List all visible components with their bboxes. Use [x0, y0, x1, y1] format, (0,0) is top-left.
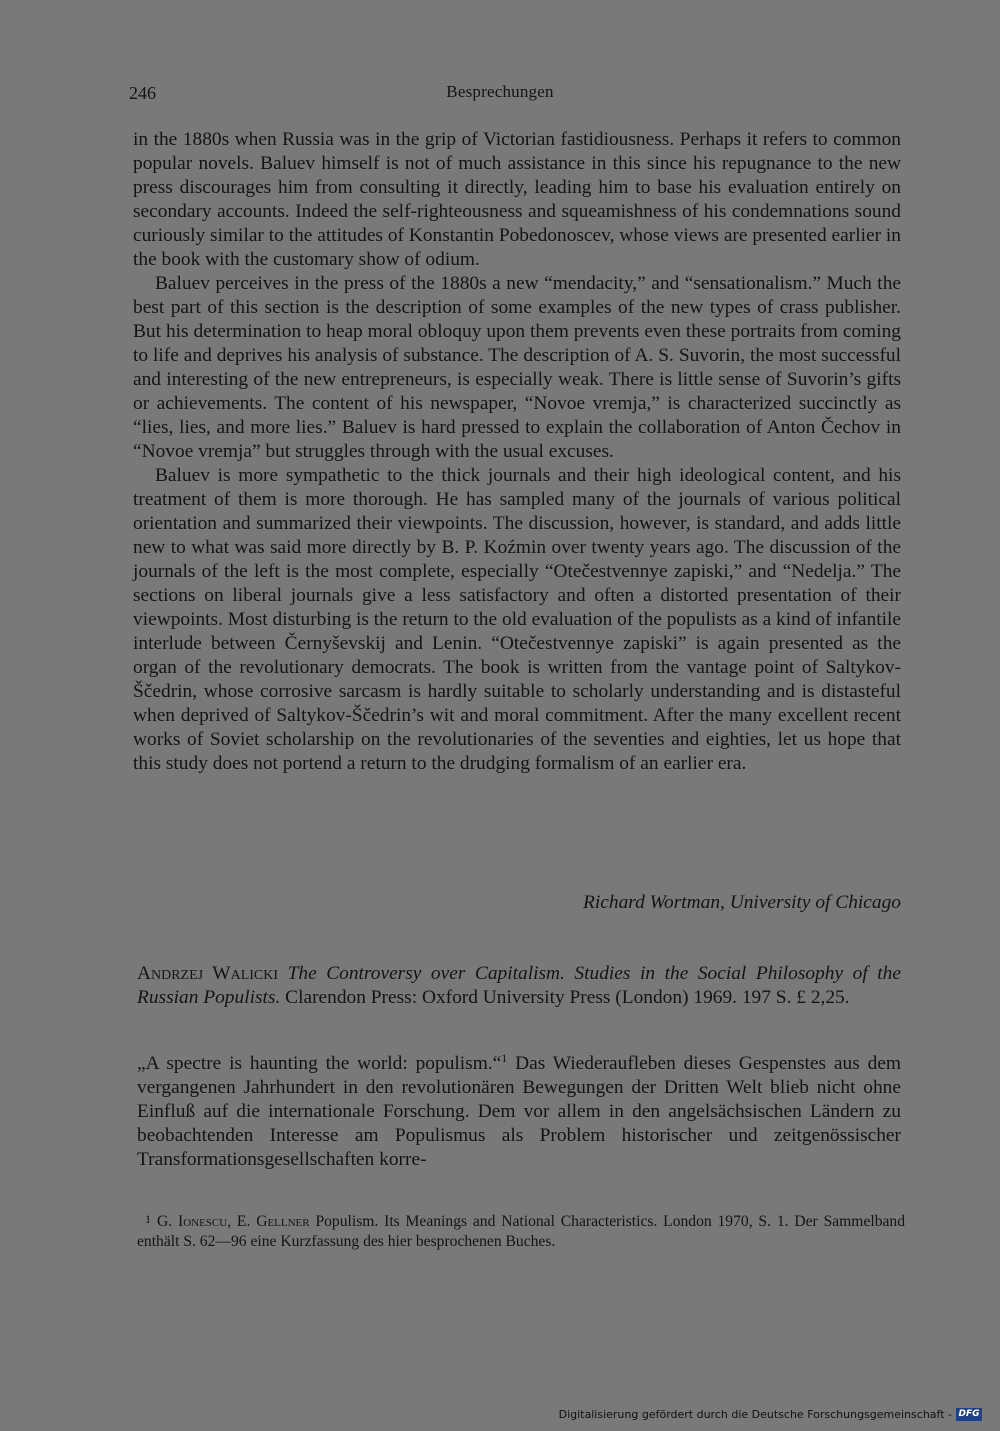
- footnote-authors: G. Ionescu, E. Gellner: [157, 1213, 310, 1230]
- footnote-marker: 1: [145, 1212, 151, 1226]
- running-head: Besprechungen: [446, 82, 554, 101]
- review-continuation: [133, 128, 901, 776]
- book-publication: Clarendon Press: Oxford University Press (London) 1969. 197 S. £ 2,25.: [285, 987, 850, 1008]
- review-quote: „A spectre is haunting the world: populism.“: [137, 1053, 502, 1074]
- review-body: Das Wiederaufleben dieses Gespenstes aus dem vergangenen Jahrhundert in den revolutionären Bewegungen der Dritten Welt blieb nicht ohne Einfluß auf die internationale Forschung. Dem vor allem in den angelsächsischen Ländern zu beobachtenden Interesse am Populismus als Problem historischer und zeitgenössischer Transformationsgesellschaften korre-: [137, 1053, 901, 1170]
- paragraph: in the 1880s when Russia was in the grip of Victorian fastidiousness. Perhaps it refers to common popular novels. Baluev himself is not of much assistance in this since his repugnance to the new press discourages him from consulting it directly, leading him to base his evaluation entirely on secondary accounts. Indeed the self-righteousness and squeamishness of his condemnations sound curiously similar to the attitudes of Konstantin Pobedonoscev, whose views are presented earlier in the book with the customary show of odium.: [133, 129, 901, 270]
- book-title: The Controversy over Capitalism. Studies in the Social Philosophy of the Russian Populists.: [137, 963, 901, 1008]
- book-citation: [137, 962, 901, 1010]
- digitization-credit: [559, 1405, 982, 1423]
- footnote-reference: 1: [501, 1051, 508, 1065]
- review-opening: [137, 1046, 901, 1172]
- paragraph: Baluev perceives in the press of the 1880s a new “mendacity,” and “sensationalism.” Much the best part of this section is the description of some examples of the new types of crass publisher. But his determination to heap moral obloquy upon them prevents even these portraits from coming to life and deprives his analysis of substance. The description of A. S. Suvorin, the most successful and interesting of the new entrepreneurs, is especially weak. There is little sense of Suvorin’s gifts or achievements. The content of his newspaper, “Novoe vremja,” is characterized succinctly as “lies, lies, and more lies.” Baluev is hard pressed to explain the collaboration of Anton Čechov in “Novoe vremja” but struggles through with the usual excuses.: [133, 273, 901, 462]
- paragraph: [137, 1046, 901, 1172]
- dfg-logo: DFG: [956, 1408, 982, 1421]
- page-number: 246: [129, 83, 156, 103]
- footnote: [137, 1209, 905, 1252]
- footnote-text: Populism. Its Meanings and National Characteristics. London 1970, S. 1. Der Sammelband enthält S. 62—96 eine Kurzfassung des hier besprochenen Buches.: [137, 1213, 906, 1250]
- paragraph: Baluev is more sympathetic to the thick journals and their high ideological content, and his treatment of them is more thorough. He has sampled many of the journals of various political orientation and summarized their viewpoints. The discussion, however, is standard, and adds little new to what was said more directly by B. P. Koźmin over twenty years ago. The discussion of the journals of the left is the most complete, especially “Otečestvennye zapiski,” and “Nedelja.” The sections on liberal journals give a less satisfactory and often a distorted presentation of their viewpoints. Most disturbing is the return to the old evaluation of the populists as a kind of infantile interlude between Černyševskij and Lenin. “Otečestvennye zapiski” is again presented as the organ of the revolutionary democrats. The book is written from the vantage point of Saltykov-Ščedrin, whose corrosive sarcasm is hardly suitable to scholarly understanding and is distasteful when deprived of Saltykov-Ščedrin’s wit and moral commitment. After the many excellent recent works of Soviet scholarship on the revolutionaries of the seventies and eighties, let us hope that this study does not portend a return to the drudging formalism of an earlier era.: [133, 465, 901, 774]
- credit-text: Digitalisierung gefördert durch die Deutsche Forschungsgemeinschaft -: [558, 1407, 952, 1421]
- book-author: Andrzej Walicki: [137, 963, 279, 984]
- reviewer-signature: Richard Wortman, University of Chicago: [583, 892, 901, 913]
